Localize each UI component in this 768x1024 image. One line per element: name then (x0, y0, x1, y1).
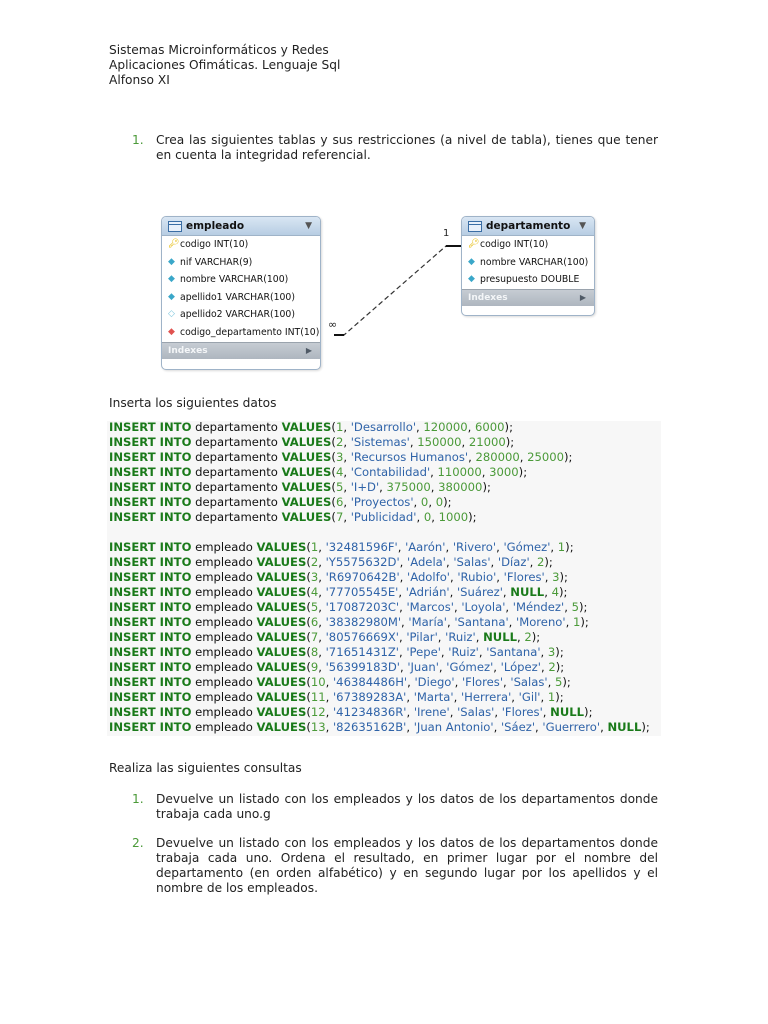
sql-table-name: empleado (195, 540, 253, 554)
sql-string-value: 'Gómez' (503, 540, 551, 554)
sql-insert-line: INSERT INTO departamento VALUES(7, 'Publicidad', 0, 1000); (109, 510, 477, 524)
query-2-number: 2. (132, 836, 144, 850)
sql-number-value: 5 (554, 675, 563, 689)
sql-number-value: 21000 (468, 435, 506, 449)
query-1-item (109, 792, 661, 824)
diamond-icon: ◆ (168, 291, 175, 302)
sql-string-value: 'López' (500, 660, 541, 674)
sql-string-value: 'Contabilidad' (350, 465, 431, 479)
sql-keyword-insert-into: INSERT INTO (109, 480, 192, 494)
sql-table-name: empleado (195, 555, 253, 569)
header-line-1: Sistemas Microinformáticos y Redes (109, 43, 329, 57)
sql-string-value: 'Juan Antonio' (413, 720, 494, 734)
sql-table-name: empleado (195, 705, 253, 719)
sql-string-value: 'Publicidad' (350, 510, 417, 524)
sql-keyword-insert-into: INSERT INTO (109, 555, 192, 569)
sql-keyword-insert-into: INSERT INTO (109, 495, 192, 509)
sql-insert-line: INSERT INTO empleado VALUES(6, '38382980M', 'María', 'Santana', 'Moreno', 1); (109, 615, 589, 629)
sql-string-value: 'Juan' (407, 660, 439, 674)
sql-number-value: 380000 (438, 480, 483, 494)
sql-string-value: 'Guerrero' (542, 720, 601, 734)
column-row (162, 324, 320, 342)
sql-number-value: 4 (335, 465, 344, 479)
sql-string-value: 'Herrera' (460, 690, 512, 704)
column-label: codigo_departamento INT(10) (180, 326, 320, 338)
expand-triangle-icon[interactable]: ▶ (305, 345, 312, 355)
sql-number-value: 4 (310, 585, 319, 599)
diamond-icon: ◆ (468, 274, 475, 285)
sql-number-value: 280000 (475, 450, 520, 464)
sql-string-value: '82635162B' (333, 720, 407, 734)
sql-insert-line: INSERT INTO departamento VALUES(3, 'Recursos Humanos', 280000, 25000); (109, 450, 573, 464)
sql-keyword-values: VALUES (281, 495, 332, 509)
sql-keyword-insert-into: INSERT INTO (109, 585, 192, 599)
sql-string-value: 'Rivero' (452, 540, 497, 554)
sql-number-value: 120000 (423, 420, 468, 434)
sql-number-value: 5 (571, 600, 579, 614)
table-empleado[interactable] (161, 216, 321, 370)
column-row (462, 271, 594, 289)
table-departamento-header[interactable] (462, 217, 594, 236)
sql-insert-line: INSERT INTO empleado VALUES(11, '67389283A', 'Marta', 'Herrera', 'Gil', 1); (109, 690, 564, 704)
sql-number-value: 1 (572, 615, 581, 629)
sql-string-value: 'Sistemas' (350, 435, 410, 449)
sql-string-value: 'Ruiz' (445, 630, 476, 644)
sql-keyword-insert-into: INSERT INTO (109, 705, 192, 719)
sql-string-value: 'Salas' (457, 705, 495, 719)
sql-string-value: 'Irene' (413, 705, 450, 719)
header-line-2: Aplicaciones Ofimáticas. Lenguaje Sql (109, 58, 341, 72)
sql-string-value: 'Flores' (503, 570, 545, 584)
sql-string-value: 'Adela' (407, 555, 446, 569)
sql-string-value: 'Santana' (454, 615, 509, 629)
queries-intro: Realiza las siguientes consultas (109, 761, 302, 775)
sql-number-value: 6 (335, 495, 344, 509)
sql-number-value: 11 (310, 690, 326, 704)
sql-insert-line: INSERT INTO empleado VALUES(1, '32481596F', 'Aarón', 'Rivero', 'Gómez', 1); (109, 540, 574, 554)
sql-keyword-insert-into: INSERT INTO (109, 510, 192, 524)
task-1-item (109, 133, 661, 165)
column-label: codigo INT(10) (180, 239, 249, 250)
sql-string-value: '80576669X' (325, 630, 399, 644)
sql-keyword-insert-into: INSERT INTO (109, 720, 192, 734)
sql-keyword-insert-into: INSERT INTO (109, 435, 192, 449)
column-row (462, 236, 594, 254)
document-header (109, 43, 340, 88)
sql-table-name: empleado (195, 690, 253, 704)
sql-string-value: 'Aarón' (405, 540, 446, 554)
sql-number-value: 1 (335, 420, 344, 434)
sql-string-value: 'Proyectos' (350, 495, 414, 509)
column-label: apellido1 VARCHAR(100) (180, 291, 295, 303)
sql-number-value: 6000 (475, 420, 505, 434)
sql-number-value: 1 (557, 540, 566, 554)
sql-insert-line: INSERT INTO empleado VALUES(5, '17087203C', 'Marcos', 'Loyola', 'Méndez', 5); (109, 600, 588, 614)
sql-table-name: departamento (195, 420, 278, 434)
sql-string-value: 'Diego' (414, 675, 455, 689)
sql-number-value: 10 (310, 675, 326, 689)
column-row (162, 271, 320, 289)
sql-number-value: 13 (310, 720, 326, 734)
sql-number-value: 110000 (437, 465, 482, 479)
sql-keyword-values: VALUES (256, 630, 307, 644)
sql-keyword-values: VALUES (256, 660, 307, 674)
sql-keyword-values: VALUES (281, 435, 332, 449)
sql-number-value: 3000 (489, 465, 519, 479)
sql-null-value: NULL (607, 720, 642, 734)
cardinality-many: ∞ (328, 318, 338, 331)
sql-keyword-values: VALUES (281, 450, 332, 464)
sql-string-value: 'María' (408, 615, 447, 629)
sql-string-value: '38382980M' (325, 615, 402, 629)
diamond-outline-icon: ◇ (168, 309, 175, 320)
sql-insert-line: INSERT INTO empleado VALUES(10, '46384486H', 'Diego', 'Flores', 'Salas', 5); (109, 675, 571, 689)
sql-keyword-insert-into: INSERT INTO (109, 420, 192, 434)
sql-string-value: 'Marta' (413, 690, 454, 704)
sql-string-value: 'Desarrollo' (350, 420, 417, 434)
collapse-triangle-icon[interactable]: ▼ (305, 221, 312, 231)
sql-string-value: 'Pilar' (406, 630, 438, 644)
sql-string-value: 'Rubio' (457, 570, 497, 584)
sql-string-value: 'Salas' (453, 555, 491, 569)
sql-number-value: 3 (310, 570, 319, 584)
key-icon: 🔑︎ (168, 239, 180, 249)
query-1-number: 1. (132, 792, 144, 806)
sql-string-value: '77705545E' (325, 585, 399, 599)
sql-number-value: 5 (335, 480, 344, 494)
sql-table-name: empleado (195, 720, 253, 734)
sql-number-value: 2 (537, 555, 545, 569)
header-line-3: Alfonso XI (109, 73, 170, 87)
sql-number-value: 12 (310, 705, 326, 719)
query-2-item (109, 836, 661, 898)
sql-string-value: 'Ruiz' (448, 645, 479, 659)
sql-string-value: '41234836R' (333, 705, 407, 719)
sql-keyword-insert-into: INSERT INTO (109, 450, 192, 464)
insert-intro: Inserta los siguientes datos (109, 396, 277, 410)
sql-keyword-values: VALUES (256, 690, 307, 704)
sql-number-value: 5 (310, 600, 319, 614)
sql-number-value: 3 (547, 645, 556, 659)
sql-table-name: departamento (195, 480, 278, 494)
sql-string-value: '56399183D' (325, 660, 400, 674)
sql-table-name: departamento (195, 510, 278, 524)
sql-number-value: 3 (552, 570, 560, 584)
sql-table-name: departamento (195, 495, 278, 509)
sql-string-value: 'Sáez' (500, 720, 536, 734)
sql-string-value: 'Flores' (461, 675, 504, 689)
sql-keyword-insert-into: INSERT INTO (109, 615, 192, 629)
sql-string-value: 'Recursos Humanos' (350, 450, 469, 464)
sql-string-value: 'Salas' (510, 675, 548, 689)
sql-number-value: 1 (547, 690, 556, 704)
sql-string-value: 'Santana' (486, 645, 541, 659)
sql-string-value: 'I+D' (350, 480, 380, 494)
diamond-icon: ◆ (468, 256, 475, 267)
sql-number-value: 2 (524, 630, 532, 644)
sql-string-value: 'R6970642B' (325, 570, 400, 584)
sql-insert-line: INSERT INTO empleado VALUES(3, 'R6970642B', 'Adolfo', 'Rubio', 'Flores', 3); (109, 570, 568, 584)
sql-keyword-insert-into: INSERT INTO (109, 570, 192, 584)
indexes-label: Indexes (168, 345, 208, 356)
sql-number-value: 0 (435, 495, 444, 509)
query-1-text: Devuelve un listado con los empleados y los datos de los departamentos donde trabaja cada uno.g (156, 792, 658, 821)
column-label: nombre VARCHAR(100) (180, 274, 289, 286)
query-2-text: Devuelve un listado con los empleados y los datos de los departamentos donde trabaja cada uno. Ordena el resultado, en primer lugar por el nombre del departamento (en orden alfabético) y en segundo lugar por los apellidos y el nombre de los empleados. (156, 836, 658, 895)
sql-insert-line: INSERT INTO departamento VALUES(1, 'Desarrollo', 120000, 6000); (109, 420, 513, 434)
sql-number-value: 4 (551, 585, 559, 599)
column-label: apellido2 VARCHAR(100) (180, 309, 295, 321)
sql-keyword-values: VALUES (281, 420, 332, 434)
sql-number-value: 2 (548, 660, 556, 674)
sql-keyword-insert-into: INSERT INTO (109, 465, 192, 479)
sql-keyword-values: VALUES (256, 570, 307, 584)
sql-string-value: '71651431Z' (325, 645, 399, 659)
sql-string-value: '17087203C' (325, 600, 400, 614)
sql-table-name: empleado (195, 600, 253, 614)
sql-keyword-values: VALUES (256, 675, 307, 689)
sql-keyword-values: VALUES (256, 720, 307, 734)
sql-string-value: 'Adrián' (405, 585, 450, 599)
collapse-triangle-icon[interactable]: ▼ (579, 221, 586, 231)
sql-string-value: 'Méndez' (512, 600, 565, 614)
column-row (162, 306, 320, 324)
sql-keyword-values: VALUES (281, 480, 332, 494)
sql-string-value: 'Gil' (518, 690, 541, 704)
cardinality-one: 1 (443, 228, 450, 239)
sql-insert-line: INSERT INTO departamento VALUES(2, 'Sistemas', 150000, 21000); (109, 435, 515, 449)
blank-line (109, 525, 650, 540)
sql-keyword-insert-into: INSERT INTO (109, 660, 192, 674)
sql-number-value: 7 (310, 630, 319, 644)
sql-table-name: empleado (195, 675, 253, 689)
sql-keyword-values: VALUES (256, 705, 307, 719)
sql-number-value: 1000 (438, 510, 469, 524)
key-icon: 🔑︎ (468, 239, 480, 249)
indexes-bar[interactable] (462, 289, 594, 306)
sql-number-value: 375000 (386, 480, 431, 494)
sql-string-value: 'Díaz' (497, 555, 530, 569)
task-1-number: 1. (132, 133, 144, 147)
sql-null-value: NULL (550, 705, 585, 719)
sql-number-value: 1 (310, 540, 319, 554)
sql-keyword-values: VALUES (256, 555, 307, 569)
sql-string-value: '32481596F' (325, 540, 398, 554)
sql-keyword-values: VALUES (256, 600, 307, 614)
sql-keyword-values: VALUES (281, 465, 332, 479)
sql-insert-line: INSERT INTO empleado VALUES(8, '71651431Z', 'Pepe', 'Ruiz', 'Santana', 3); (109, 645, 564, 659)
sql-string-value: 'Marcos' (406, 600, 454, 614)
task-1-text: Crea las siguientes tablas y sus restricciones (a nivel de tabla), tienes que tener en cuenta la integridad referencial. (156, 133, 658, 162)
sql-table-name: departamento (195, 465, 278, 479)
sql-table-name: empleado (195, 630, 253, 644)
sql-keyword-insert-into: INSERT INTO (109, 600, 192, 614)
column-row (162, 236, 320, 254)
sql-string-value: 'Gómez' (446, 660, 494, 674)
sql-null-value: NULL (483, 630, 517, 644)
sql-table-name: empleado (195, 570, 253, 584)
sql-table-name: empleado (195, 615, 253, 629)
sql-number-value: 7 (335, 510, 344, 524)
sql-table-name: empleado (195, 645, 253, 659)
sql-table-name: empleado (195, 660, 253, 674)
sql-insert-line: INSERT INTO empleado VALUES(4, '77705545E', 'Adrián', 'Suárez', NULL, 4); (109, 585, 568, 599)
sql-string-value: 'Pepe' (406, 645, 441, 659)
sql-insert-line: INSERT INTO empleado VALUES(12, '41234836R', 'Irene', 'Salas', 'Flores', NULL); (109, 705, 593, 719)
sql-keyword-values: VALUES (256, 540, 307, 554)
sql-string-value: 'Moreno' (516, 615, 566, 629)
table-icon (168, 221, 182, 232)
sql-insert-line: INSERT INTO empleado VALUES(13, '82635162B', 'Juan Antonio', 'Sáez', 'Guerrero', NULL); (109, 720, 650, 734)
sql-string-value: 'Loyola' (461, 600, 506, 614)
diamond-icon: ◆ (168, 256, 175, 267)
table-icon (468, 221, 482, 232)
table-departamento[interactable] (461, 216, 595, 316)
sql-number-value: 2 (335, 435, 344, 449)
column-label: presupuesto DOUBLE (480, 274, 580, 286)
sql-number-value: 9 (310, 660, 319, 674)
sql-code-block (109, 420, 650, 735)
sql-string-value: 'Adolfo' (407, 570, 450, 584)
column-row (462, 254, 594, 272)
table-departamento-name: departamento (486, 220, 571, 232)
sql-insert-line: INSERT INTO empleado VALUES(7, '80576669X', 'Pilar', 'Ruiz', NULL, 2); (109, 630, 541, 644)
sql-number-value: 8 (310, 645, 319, 659)
column-label: codigo INT(10) (480, 239, 549, 250)
column-label: nif VARCHAR(9) (180, 256, 253, 268)
sql-table-name: departamento (195, 450, 278, 464)
sql-insert-line: INSERT INTO empleado VALUES(2, 'Y5575632D', 'Adela', 'Salas', 'Díaz', 2); (109, 555, 553, 569)
sql-keyword-insert-into: INSERT INTO (109, 690, 192, 704)
column-row (162, 289, 320, 307)
sql-keyword-insert-into: INSERT INTO (109, 540, 192, 554)
sql-number-value: 2 (310, 555, 319, 569)
foreign-key-icon: ◆ (168, 326, 175, 337)
sql-string-value: '46384486H' (333, 675, 408, 689)
sql-keyword-values: VALUES (256, 615, 307, 629)
expand-triangle-icon[interactable]: ▶ (579, 292, 586, 302)
column-label: nombre VARCHAR(100) (480, 256, 589, 268)
column-row (162, 254, 320, 272)
sql-keyword-values: VALUES (256, 585, 307, 599)
sql-number-value: 150000 (417, 435, 462, 449)
sql-string-value: 'Flores' (501, 705, 543, 719)
sql-table-name: departamento (195, 435, 278, 449)
sql-keyword-values: VALUES (281, 510, 332, 524)
sql-number-value: 6 (310, 615, 319, 629)
sql-insert-line: INSERT INTO departamento VALUES(5, 'I+D', 375000, 380000); (109, 480, 491, 494)
sql-string-value: 'Suárez' (457, 585, 503, 599)
sql-string-value: 'Y5575632D' (325, 555, 400, 569)
sql-insert-line: INSERT INTO departamento VALUES(4, 'Contabilidad', 110000, 3000); (109, 465, 528, 479)
table-empleado-name: empleado (186, 220, 245, 232)
sql-insert-line: INSERT INTO empleado VALUES(9, '56399183D', 'Juan', 'Gómez', 'López', 2); (109, 660, 565, 674)
sql-null-value: NULL (510, 585, 545, 599)
table-empleado-header[interactable] (162, 217, 320, 236)
sql-insert-line: INSERT INTO departamento VALUES(6, 'Proyectos', 0, 0); (109, 495, 452, 509)
sql-keyword-insert-into: INSERT INTO (109, 645, 192, 659)
sql-number-value: 3 (335, 450, 344, 464)
sql-number-value: 0 (420, 495, 429, 509)
sql-keyword-insert-into: INSERT INTO (109, 630, 192, 644)
sql-table-name: empleado (195, 585, 253, 599)
indexes-label: Indexes (468, 292, 508, 303)
sql-string-value: '67389283A' (333, 690, 407, 704)
relation-dashed-line (334, 246, 461, 335)
diamond-icon: ◆ (168, 274, 175, 285)
sql-keyword-insert-into: INSERT INTO (109, 675, 192, 689)
indexes-bar[interactable] (162, 342, 320, 359)
sql-number-value: 0 (423, 510, 432, 524)
sql-keyword-values: VALUES (256, 645, 307, 659)
sql-number-value: 25000 (527, 450, 564, 464)
